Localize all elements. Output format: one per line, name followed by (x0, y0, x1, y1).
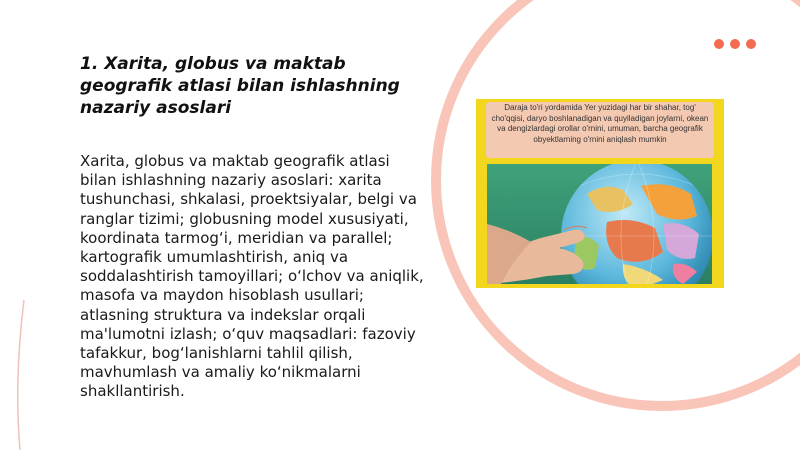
left-arc (18, 300, 24, 450)
dot-icon (730, 39, 740, 49)
slide-body: Xarita, globus va maktab geografik atlasi bilan ishlashning nazariy asoslari: xarita tushunchasi, shkalasi, proektsiyalar, belgi va ranglar tizimi; globusning model xususiyati, koordinata tarmog‘i, meridian va parallel; kartografik umumlashtirish, aniq va soddalashtirish tamoyillari; o‘lchov va aniqlik, masofa va maydon hisoblash usullari; atlasning struktura va indekslar orqali ma'lumotni izlash; o‘quv maqsadlari: fazoviy tafakkur, bog‘lanishlarni tahlil qilish, mavhumlash va amaliy ko‘nikmalarni shakllantirish. (80, 152, 424, 401)
globe-photo (487, 164, 712, 284)
slide-title: 1. Xarita, globus va maktab geografik atlasi bilan ishlashning nazariy asoslari (80, 54, 400, 118)
figure-caption: Daraja to'ri yordamida Yer yuzidagi har bir shahar, tog' cho'qqisi, daryo boshlanadigan va quyiladigan joylarni, okean va dengizlardagi orollar o'rnini, umuman, barcha geografik obyektlarning o'rnini aniqlash mumkin (486, 102, 714, 158)
menu-dots (714, 39, 756, 49)
dot-icon (746, 39, 756, 49)
dot-icon (714, 39, 724, 49)
